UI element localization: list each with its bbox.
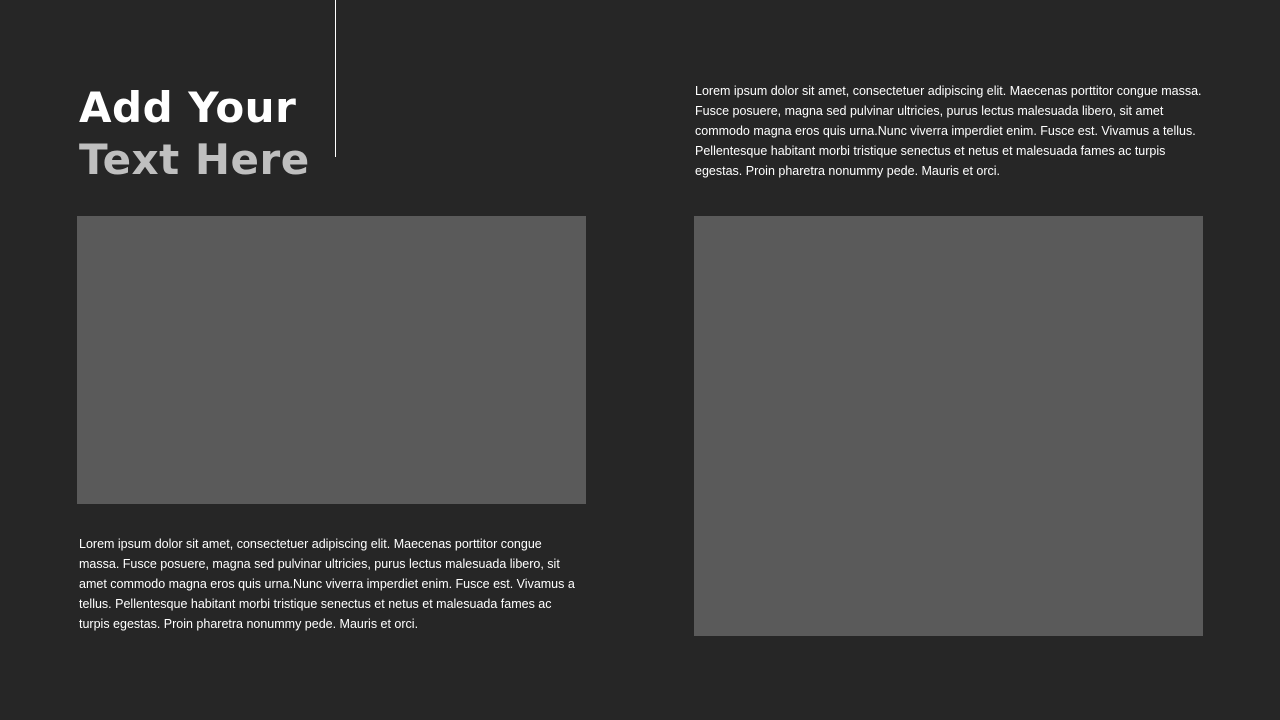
title-line-secondary: Text Here	[79, 135, 310, 184]
body-text-bottom-left: Lorem ipsum dolor sit amet, consectetuer adipiscing elit. Maecenas porttitor congue massa. Fusce posuere, magna sed pulvinar ultricies, purus lectus malesuada libero, sit amet commodo magna eros quis urna.Nunc viverra imperdiet enim. Fusce est. Vivamus a tellus. Pellentesque habitant morbi tristique senectus et netus et malesuada fames ac turpis egestas. Proin pharetra nonummy pede. Mauris et orci.	[79, 537, 575, 631]
title-line-primary: Add Your	[79, 83, 297, 132]
image-placeholder-left[interactable]	[77, 216, 586, 504]
slide-title	[79, 82, 329, 186]
vertical-divider	[335, 0, 336, 157]
image-placeholder-right[interactable]	[694, 216, 1203, 636]
body-text-top-right: Lorem ipsum dolor sit amet, consectetuer adipiscing elit. Maecenas porttitor congue massa. Fusce posuere, magna sed pulvinar ultricies, purus lectus malesuada libero, sit amet commodo magna eros quis urna.Nunc viverra imperdiet enim. Fusce est. Vivamus a tellus. Pellentesque habitant morbi tristique senectus et netus et malesuada fames ac turpis egestas. Proin pharetra nonummy pede. Mauris et orci.	[695, 84, 1202, 178]
